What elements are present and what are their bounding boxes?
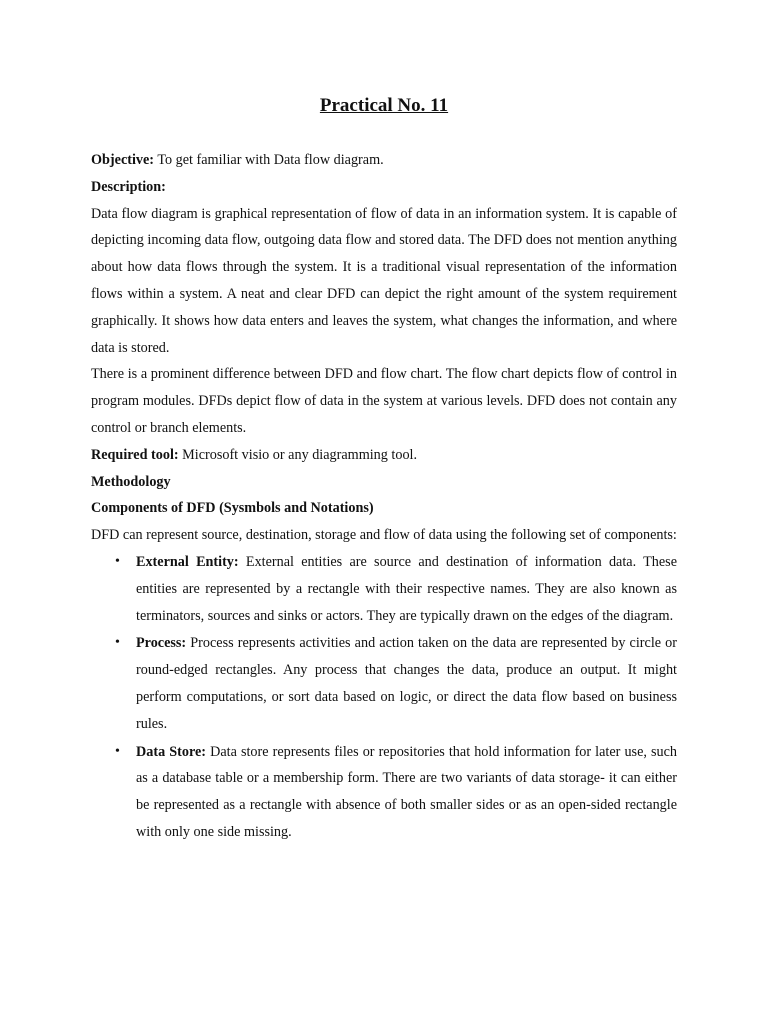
objective-label: Objective: — [91, 152, 155, 168]
required-tool-text: Microsoft visio or any diagramming tool. — [178, 446, 418, 463]
description-paragraph-2: There is a prominent difference between DFD and flow chart. The flow chart depicts flow of control in program modules. DFDs depict flow of data in the system at various levels. DFD does not contain any control or branch elements. — [91, 366, 677, 436]
required-tool-label: Required tool: — [91, 446, 179, 463]
description-paragraph-1: Data flow diagram is graphical representation of flow of data in an information system. It is capable of depicting incoming data flow, outgoing data flow and stored data. The DFD does not mention anything about how data flows through the system. It is a traditional visual representation of the information flows within a system. A neat and clear DFD can depict the right amount of the system requirement graphically. It shows how data enters and leaves the system, what changes the information, and where data is stored. — [91, 205, 677, 356]
list-item-data-store — [91, 739, 677, 846]
bullet-icon: • — [115, 743, 120, 759]
description-heading: Description: — [91, 178, 166, 195]
bullet-text: Process represents activities and action taken on the data are represented by circle or round-edged rectangles. Any process that changes the data, produce an output. It might perform computations, or sort data based on logic, or direct the data flow based on business rules. — [136, 635, 677, 732]
bullet-label: Process: — [136, 635, 187, 652]
components-heading: Components of DFD (Sysmbols and Notations) — [91, 500, 374, 517]
bullet-icon: • — [115, 553, 120, 569]
bullet-label: External Entity: — [136, 553, 239, 570]
objective-paragraph — [91, 147, 677, 174]
objective-text: To get familiar with Data flow diagram. — [154, 152, 384, 168]
document-page — [91, 92, 677, 847]
page-title: Practical No. 11 — [319, 95, 449, 116]
bullet-text: Data store represents files or repositories that hold information for later use, such as a database table or a membership form. There are two variants of data storage- it can either be represented as a rectangle with absence of both smaller sides or as an open-sided rectangle with only one side missing. — [136, 743, 678, 840]
methodology-heading: Methodology — [91, 473, 171, 490]
components-list — [91, 549, 677, 846]
list-item-process — [91, 630, 677, 737]
bullet-label: Data Store: — [136, 743, 207, 760]
required-tool-paragraph — [91, 442, 677, 469]
components-intro: DFD can represent source, destination, storage and flow of data using the following set of components: — [91, 527, 677, 544]
list-item-external-entity — [91, 549, 677, 629]
bullet-icon: • — [115, 635, 120, 651]
bullet-text: External entities are source and destination of information data. These entities are represented by a rectangle with their respective names. They are also known as terminators, sources and sinks or actors. They are typically drawn on the edges of the diagram. — [136, 553, 677, 624]
